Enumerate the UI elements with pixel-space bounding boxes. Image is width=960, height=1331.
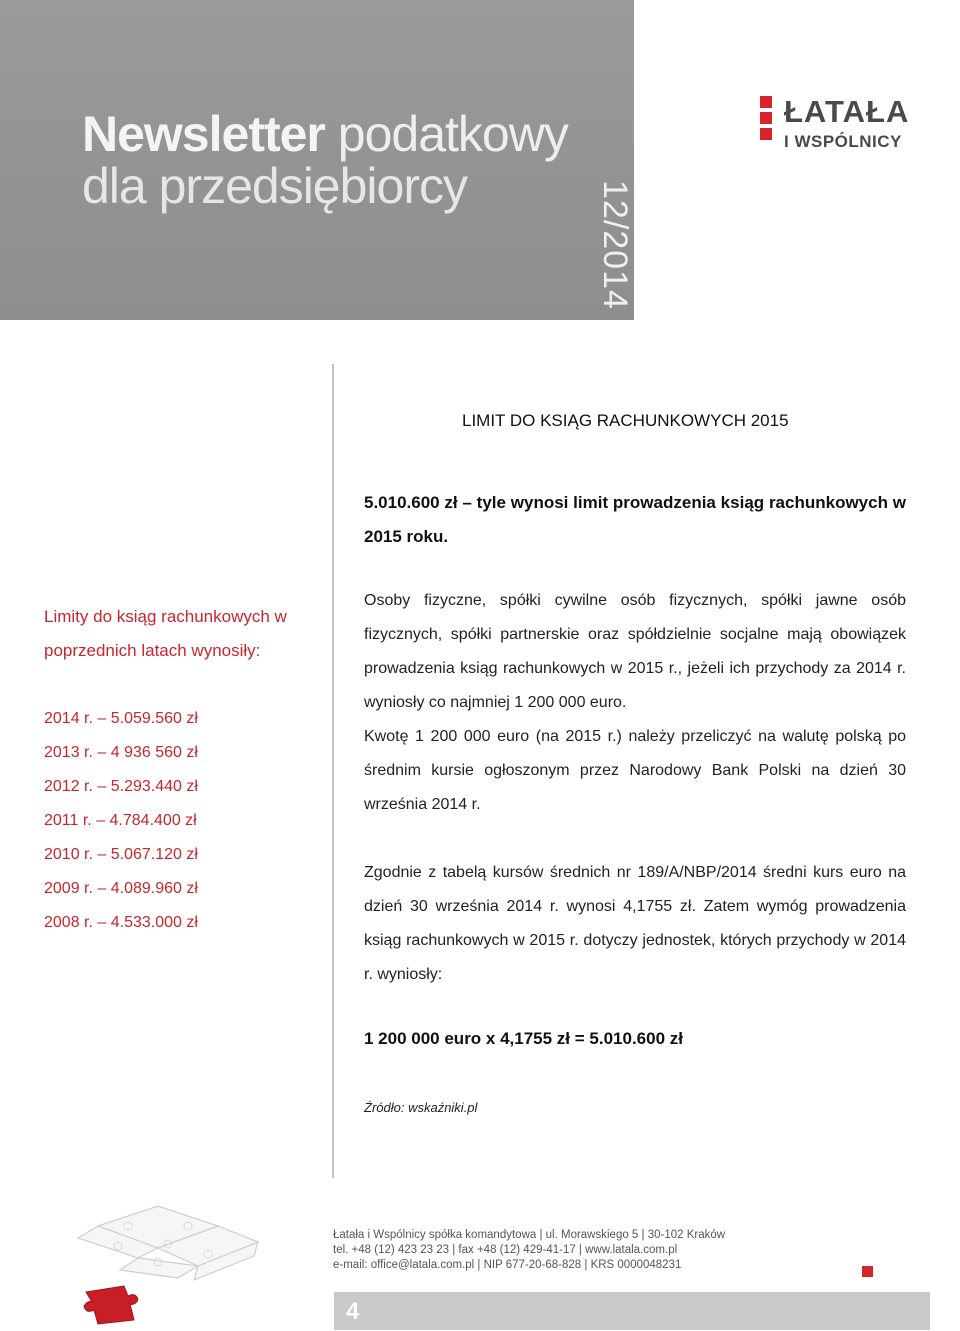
list-item: 2008 r. – 4.533.000 zł xyxy=(44,914,198,931)
logo-subtitle: I WSPÓLNICY xyxy=(784,132,902,151)
issue-number: 12/2014 xyxy=(596,180,634,310)
footer-registry: e-mail: office@latala.com.pl | NIP 677-20-68-828 | KRS 0000048231 xyxy=(333,1259,682,1271)
footer-address: Łatała i Wspólnicy spółka komandytowa | ul. Morawskiego 5 | 30-102 Kraków xyxy=(333,1229,726,1241)
list-item: 2012 r. – 5.293.440 zł xyxy=(44,778,198,795)
header-banner xyxy=(0,0,634,320)
footer-contact: tel. +48 (12) 423 23 23 | fax +48 (12) 429-41-17 | www.latala.com.pl xyxy=(333,1244,678,1256)
list-item: 2013 r. – 4 936 560 zł xyxy=(44,744,198,761)
newsletter-subtitle: dla przedsiębiorcy xyxy=(82,158,467,214)
column-divider xyxy=(332,364,334,1178)
page-number-bar xyxy=(334,1292,930,1330)
list-item: 2009 r. – 4.089.960 zł xyxy=(44,880,198,897)
article-paragraph: Zgodnie z tabelą kursów średnich nr 189/A/NBP/2014 średni kurs euro na dzień 30 września 2014 r. wynosi 4,1755 zł. Zatem wymóg prowadzenia ksiąg rachunkowych w 2015 r. dotyczy jednostek, których przychody w 2014 r. wyniosły: xyxy=(364,864,906,983)
newsletter-title: Newsletter podatkowy xyxy=(82,106,568,162)
puzzle-graphic-icon xyxy=(58,1196,268,1328)
footer-logo-mark-icon xyxy=(862,1266,873,1277)
sidebar-heading: Limity do ksiąg rachunkowych w poprzednich latach wynosiły: xyxy=(44,607,287,660)
list-item: 2014 r. – 5.059.560 zł xyxy=(44,710,198,727)
logo-squares-icon xyxy=(760,96,772,154)
article-paragraph: Kwotę 1 200 000 euro (na 2015 r.) należy przeliczyć na walutę polską po średnim kursie ogłoszonym przez Narodowy Bank Polski na dzień 30 września 2014 r. xyxy=(364,728,906,813)
calculation-formula: 1 200 000 euro x 4,1755 zł = 5.010.600 zł xyxy=(364,1029,683,1048)
company-logo xyxy=(760,94,940,160)
previous-limits-list xyxy=(44,702,198,940)
list-item: 2010 r. – 5.067.120 zł xyxy=(44,846,198,863)
article-paragraph: Osoby fizyczne, spółki cywilne osób fizycznych, spółki jawne osób fizycznych, spółki partnerskie oraz spółdzielnie socjalne mają obowiązek prowadzenia ksiąg rachunkowych w 2015 r., jeżeli ich przychody za 2014 r. wyniosły co najmniej 1 200 000 euro. xyxy=(364,592,906,711)
article-heading: LIMIT DO KSIĄG RACHUNKOWYCH 2015 xyxy=(462,411,789,430)
footer-company-info xyxy=(333,1228,725,1273)
article-lead: 5.010.600 zł – tyle wynosi limit prowadzenia ksiąg rachunkowych w 2015 roku. xyxy=(364,493,906,546)
list-item: 2011 r. – 4.784.400 zł xyxy=(44,812,197,829)
source-note: Źródło: wskaźniki.pl xyxy=(364,1100,478,1115)
page-number: 4 xyxy=(346,1298,360,1325)
logo-name: ŁATAŁA xyxy=(784,94,910,129)
